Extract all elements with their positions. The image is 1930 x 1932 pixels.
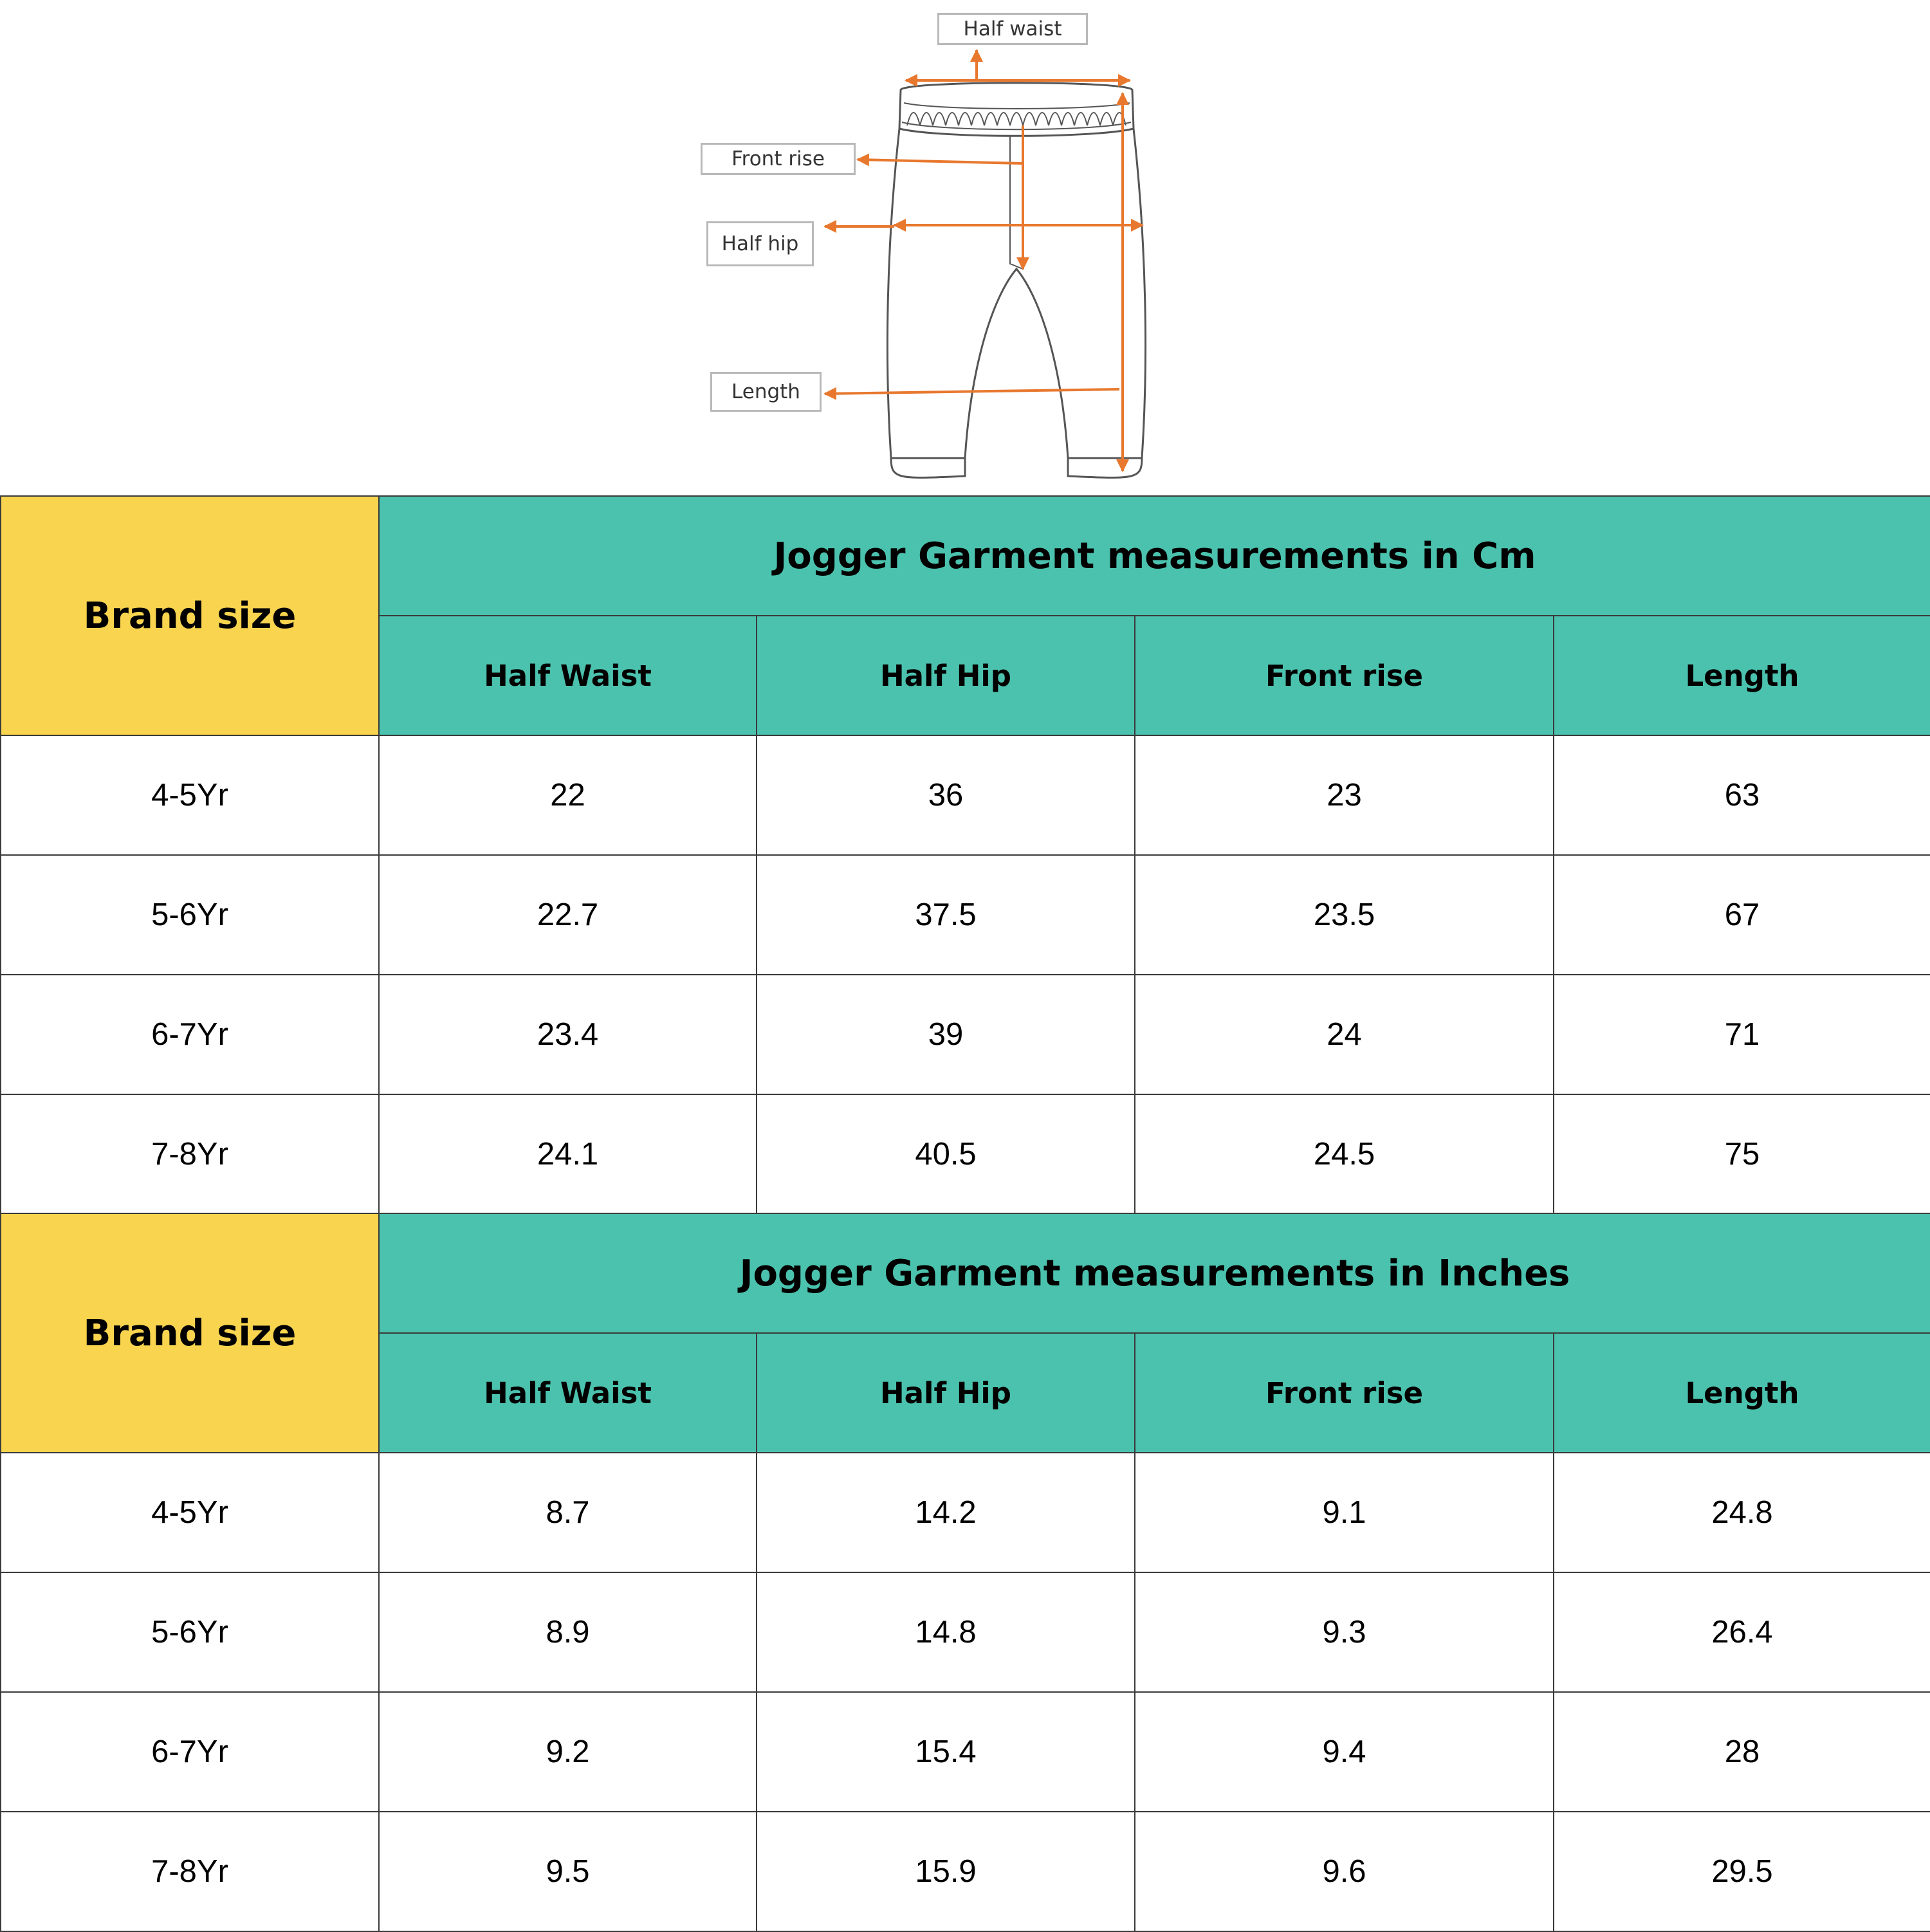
- value-cell: 23.4: [379, 975, 757, 1094]
- table-header-row: [1, 496, 1930, 616]
- column-header-half-hip: Half Hip: [757, 1333, 1135, 1453]
- value-cell: 9.2: [379, 1692, 757, 1812]
- value-cell: 63: [1554, 735, 1930, 855]
- value-cell: 24.8: [1554, 1453, 1930, 1572]
- measurements-table-inches: [0, 1213, 1930, 1932]
- value-cell: 36: [757, 735, 1135, 855]
- column-header-half-waist: Half Waist: [379, 1333, 757, 1453]
- column-header-front-rise: Front rise: [1135, 616, 1554, 735]
- jogger-illustration: [0, 0, 1930, 495]
- size-cell: 7-8Yr: [1, 1094, 379, 1214]
- value-cell: 67: [1554, 855, 1930, 975]
- table-row: [1, 1094, 1930, 1214]
- measurements-table-cm: [0, 495, 1930, 1215]
- size-cell: 7-8Yr: [1, 1812, 379, 1931]
- pants-outline: [887, 83, 1145, 478]
- size-cell: 5-6Yr: [1, 1572, 379, 1692]
- size-cell: 4-5Yr: [1, 1453, 379, 1572]
- column-header-length: Length: [1554, 1333, 1930, 1453]
- value-cell: 39: [757, 975, 1135, 1094]
- value-cell: 28: [1554, 1692, 1930, 1812]
- value-cell: 37.5: [757, 855, 1135, 975]
- table-row: [1, 975, 1930, 1094]
- length-label: Length: [710, 372, 822, 412]
- value-cell: 24.1: [379, 1094, 757, 1214]
- value-cell: 14.8: [757, 1572, 1135, 1692]
- value-cell: 9.4: [1135, 1692, 1554, 1812]
- table-header-row: [1, 1213, 1930, 1333]
- table-title: Jogger Garment measurements in Cm: [379, 496, 1930, 616]
- brand-size-header: Brand size: [1, 496, 379, 735]
- value-cell: 23.5: [1135, 855, 1554, 975]
- value-cell: 23: [1135, 735, 1554, 855]
- value-cell: 29.5: [1554, 1812, 1930, 1931]
- table-title: Jogger Garment measurements in Inches: [379, 1213, 1930, 1333]
- value-cell: 22: [379, 735, 757, 855]
- value-cell: 15.4: [757, 1692, 1135, 1812]
- column-header-half-hip: Half Hip: [757, 616, 1135, 735]
- value-cell: 8.9: [379, 1572, 757, 1692]
- value-cell: 14.2: [757, 1453, 1135, 1572]
- value-cell: 26.4: [1554, 1572, 1930, 1692]
- value-cell: 9.6: [1135, 1812, 1554, 1931]
- table-row: [1, 1453, 1930, 1572]
- value-cell: 22.7: [379, 855, 757, 975]
- table-row: [1, 1812, 1930, 1931]
- size-cell: 6-7Yr: [1, 1692, 379, 1812]
- value-cell: 24: [1135, 975, 1554, 1094]
- value-cell: 9.3: [1135, 1572, 1554, 1692]
- size-cell: 6-7Yr: [1, 975, 379, 1094]
- column-header-half-waist: Half Waist: [379, 616, 757, 735]
- column-header-length: Length: [1554, 616, 1930, 735]
- brand-size-header: Brand size: [1, 1213, 379, 1453]
- size-cell: 5-6Yr: [1, 855, 379, 975]
- column-header-front-rise: Front rise: [1135, 1333, 1554, 1453]
- half-waist-label: Half waist: [937, 13, 1088, 45]
- value-cell: 9.1: [1135, 1453, 1554, 1572]
- size-cell: 4-5Yr: [1, 735, 379, 855]
- value-cell: 71: [1554, 975, 1930, 1094]
- value-cell: 40.5: [757, 1094, 1135, 1214]
- front-rise-label: Front rise: [701, 143, 856, 175]
- value-cell: 24.5: [1135, 1094, 1554, 1214]
- value-cell: 8.7: [379, 1453, 757, 1572]
- value-cell: 75: [1554, 1094, 1930, 1214]
- value-cell: 15.9: [757, 1812, 1135, 1931]
- table-row: [1, 735, 1930, 855]
- jogger-diagram: [0, 0, 1930, 495]
- value-cell: 9.5: [379, 1812, 757, 1931]
- table-row: [1, 1572, 1930, 1692]
- half-hip-label: Half hip: [706, 221, 814, 266]
- table-row: [1, 1692, 1930, 1812]
- table-row: [1, 855, 1930, 975]
